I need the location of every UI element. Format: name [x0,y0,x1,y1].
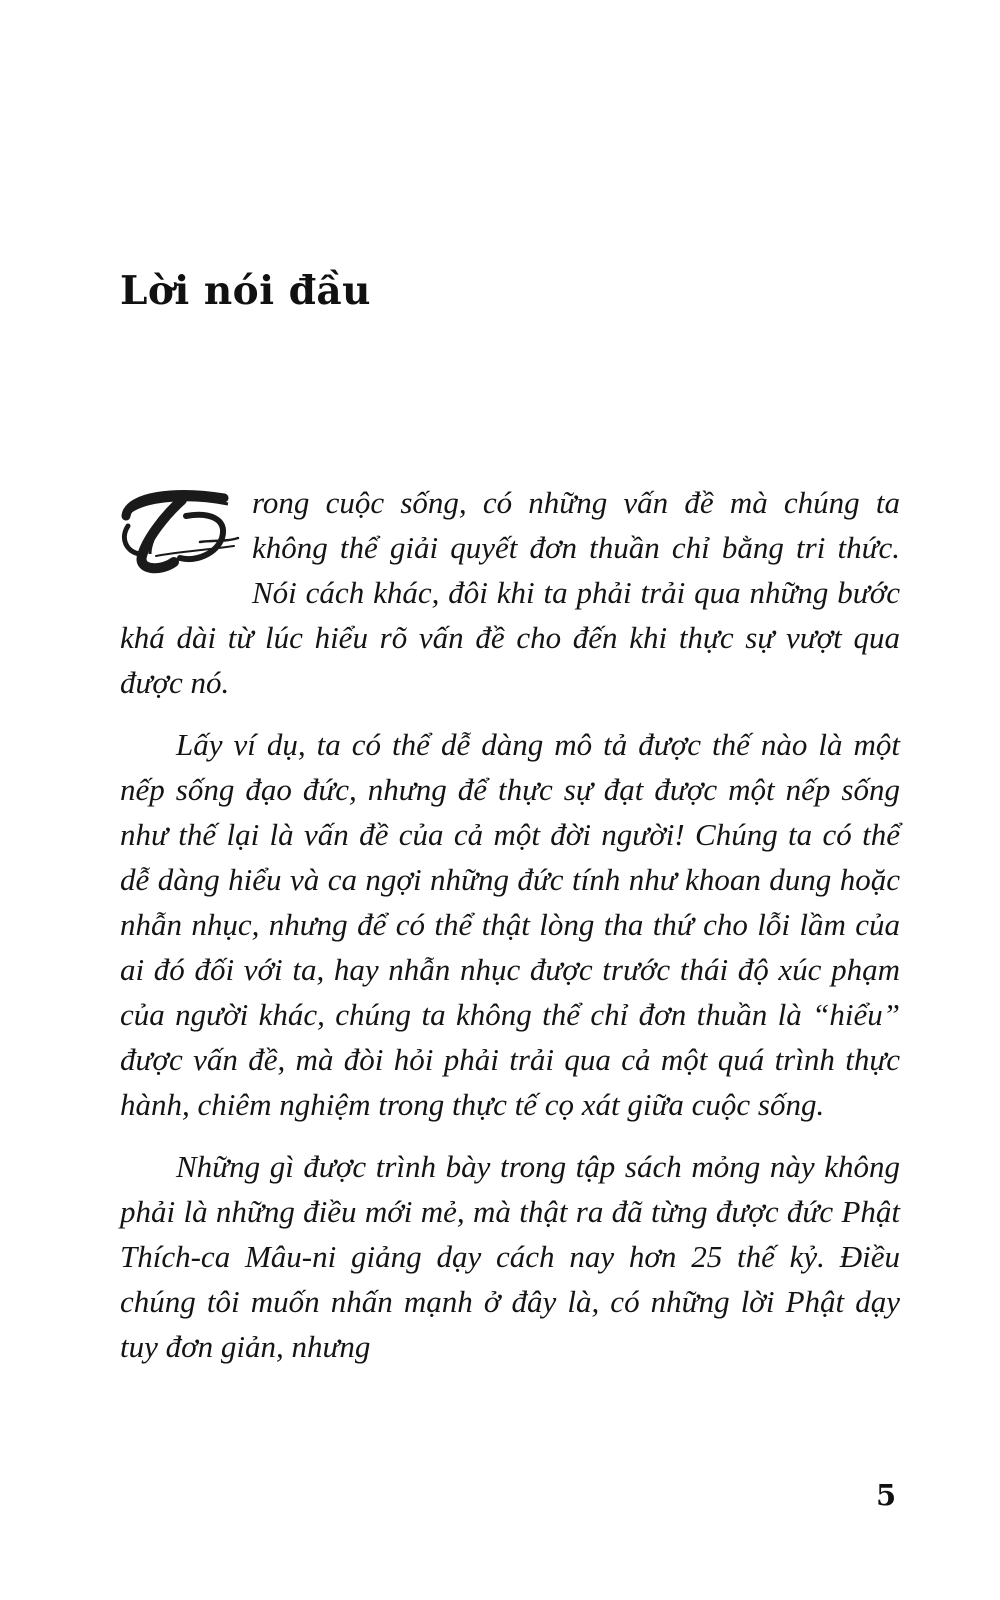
body-text [120,480,900,1386]
chapter-title: Lời nói đầu [120,268,371,314]
ornate-letter-t-icon [116,486,244,576]
paragraph-3: Những gì được trình bày trong tập sách mỏng này không phải là những điều mới mẻ, mà thật ra đã từng được đức Phật Thích-ca Mâu-ni giảng dạy cách nay hơn 25 thế kỷ. Điều chúng tôi muốn nhấn mạnh ở đây là, có những lời Phật dạy tuy đơn giản, nhưng [120,1149,900,1364]
page-number: 5 [876,1478,897,1512]
paragraph-1-text: rong cuộc sống, có những vấn đề mà chúng ta không thể giải quyết đơn thuần chỉ bằng tri thức. Nói cách khác, đôi khi ta phải trải qua những bước khá dài từ lúc hiểu rõ vấn đề cho đến khi thực sự vượt qua được nó. [120,485,900,700]
paragraph-2: Lấy ví dụ, ta có thể dễ dàng mô tả được thế nào là một nếp sống đạo đức, nhưng để thực sự đạt được một nếp sống như thế lại là vấn đề của cả một đời người! Chúng ta có thể dễ dàng hiểu và ca ngợi những đức tính như khoan dung hoặc nhẫn nhục, nhưng để có thể thật lòng tha thứ cho lỗi lầm của ai đó đối với ta, hay nhẫn nhục được trước thái độ xúc phạm của người khác, chúng ta không thể chỉ đơn thuần là “hiểu” được vấn đề, mà đòi hỏi phải trải qua cả một quá trình thực hành, chiêm nghiệm trong thực tế cọ xát giữa cuộc sống. [120,727,900,1122]
drop-cap-ornament [116,486,244,576]
paragraph-1 [120,480,900,705]
